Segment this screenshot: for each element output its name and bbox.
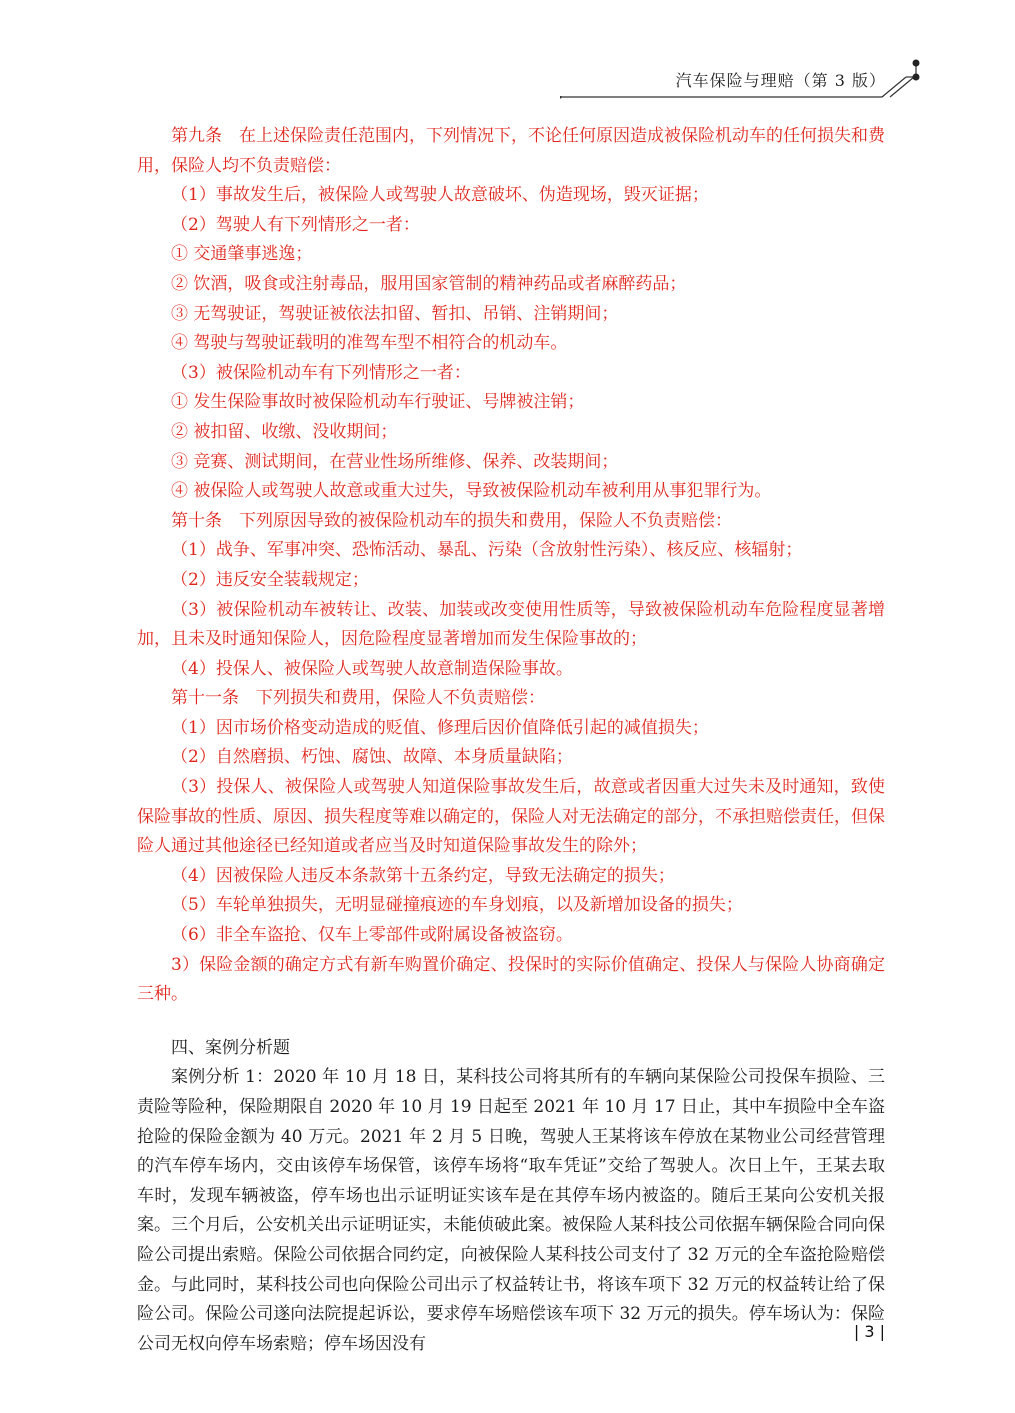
running-header-title: 汽车保险与理赔（第 3 版） — [675, 71, 886, 90]
section-gap — [137, 1010, 885, 1034]
clause-paragraph: 第九条 在上述保险责任范围内，下列情况下，不论任何原因造成被保险机动车的任何损失和费用，保险人均不负责赔偿： — [137, 126, 885, 176]
clause-paragraph: （1）战争、军事冲突、恐怖活动、暴乱、污染（含放射性污染）、核反应、核辐射； — [171, 540, 803, 561]
exclusion-clauses — [137, 122, 885, 1010]
clause-paragraph: ① 交通肇事逃逸； — [171, 244, 313, 265]
clause-paragraph: （4）投保人、被保险人或驾驶人故意制造保险事故。 — [171, 658, 573, 679]
clause-paragraph: （2）自然磨损、朽蚀、腐蚀、故障、本身质量缺陷； — [171, 747, 573, 768]
clause-paragraph: ④ 被保险人或驾驶人故意或重大过失，导致被保险机动车被利用从事犯罪行为。 — [171, 481, 772, 502]
clause-paragraph: （4）因被保险人违反本条款第十五条约定，导致无法确定的损失； — [171, 865, 675, 886]
clause-paragraph: （1）事故发生后，被保险人或驾驶人故意破坏、伪造现场，毁灭证据； — [171, 185, 709, 206]
clause-paragraph: （6）非全车盗抢、仅车上零部件或附属设备被盗窃。 — [171, 925, 573, 946]
clause-paragraph: （2）违反安全装载规定； — [171, 569, 369, 590]
clause-paragraph: 3）保险金额的确定方式有新车购置价确定、投保时的实际价值确定、投保人与保险人协商确定三种。 — [137, 954, 885, 1005]
clause-paragraph: 第十条 下列原因导致的被保险机动车的损失和费用，保险人不负责赔偿： — [171, 510, 732, 531]
clause-paragraph: （3）投保人、被保险人或驾驶人知道保险事故发生后，故意或者因重大过失未及时通知，致使保险事故的性质、原因、损失程度等难以确定的，保险人对无法确定的部分，不承担赔偿责任，但保险人通过其他途径已经知道或者应当及时知道保险事故发生的除外； — [137, 777, 885, 857]
clause-paragraph: 第十一条 下列损失和费用，保险人不负责赔偿： — [171, 688, 545, 709]
clause-paragraph: （5）车轮单独损失，无明显碰撞痕迹的车身划痕，以及新增加设备的损失； — [171, 895, 743, 916]
clause-paragraph: ③ 无驾驶证，驾驶证被依法扣留、暂扣、吊销、注销期间； — [171, 303, 619, 324]
clause-paragraph: （2）驾驶人有下列情形之一者： — [171, 214, 420, 235]
clause-paragraph: （3）被保险机动车被转让、改装、加装或改变使用性质等，导致被保险机动车危险程度显著增加，且未及时通知保险人，因危险程度显著增加而发生保险事故的； — [137, 599, 885, 650]
clause-paragraph: ② 饮酒，吸食或注射毒品，服用国家管制的精神药品或者麻醉药品； — [171, 273, 687, 294]
header-corner-ornament — [870, 55, 930, 105]
clause-paragraph: （1）因市场价格变动造成的贬值、修理后因价值降低引起的减值损失； — [171, 717, 709, 738]
case-analysis-paragraph: 案例分析 1：2020 年 10 月 18 日，某科技公司将其所有的车辆向某保险公司投保车损险、三责险等险种，保险期限自 2020 年 10 月 19 日起至 2021 年 10 月 17 日止，其中车损险中全车盗抢险的保险金额为 40 万元。2021 年 2 月 5 日晚，驾驶人王某将该车停放在某物业公司经营管理的汽车停车场内，交由该停车场保管，该停车场将“取车凭证”交给了驾驶人。次日上午，王某去取车时，发现车辆被盗，停车场也出示证明证实该车是在其停车场内被盗的。随后王某向公安机关报案。三个月后，公安机关出示证明证实，未能侦破此案。被保险人某科技公司依据车辆保险合同向保险公司提出索赔。保险公司依据合同约定，向被保险人某科技公司支付了 32 万元的全车盗抢险赔偿金。与此同时，某科技公司也向保险公司出示了权益转让书，将该车项下 32 万元的权益转让给了保险公司。保险公司遂向法院提起诉讼，要求停车场赔偿该车项下 32 万元的损失。停车场认为：保险公司无权向停车场索赔；停车场因没有 — [137, 1067, 885, 1354]
section-heading: 四、案例分析题 — [171, 1037, 290, 1058]
clause-paragraph: （3）被保险机动车有下列情形之一者： — [171, 362, 471, 383]
page-number: | 3 | — [853, 1322, 885, 1341]
clause-paragraph: ② 被扣留、收缴、没收期间； — [171, 421, 398, 442]
page-body — [137, 122, 885, 1359]
clause-paragraph: ① 发生保险事故时被保险机动车行驶证、号牌被注销； — [171, 392, 585, 413]
clause-paragraph: ④ 驾驶与驾驶证载明的准驾车型不相符合的机动车。 — [171, 333, 568, 354]
clause-paragraph: ③ 竞赛、测试期间，在营业性场所维修、保养、改装期间； — [171, 451, 619, 472]
